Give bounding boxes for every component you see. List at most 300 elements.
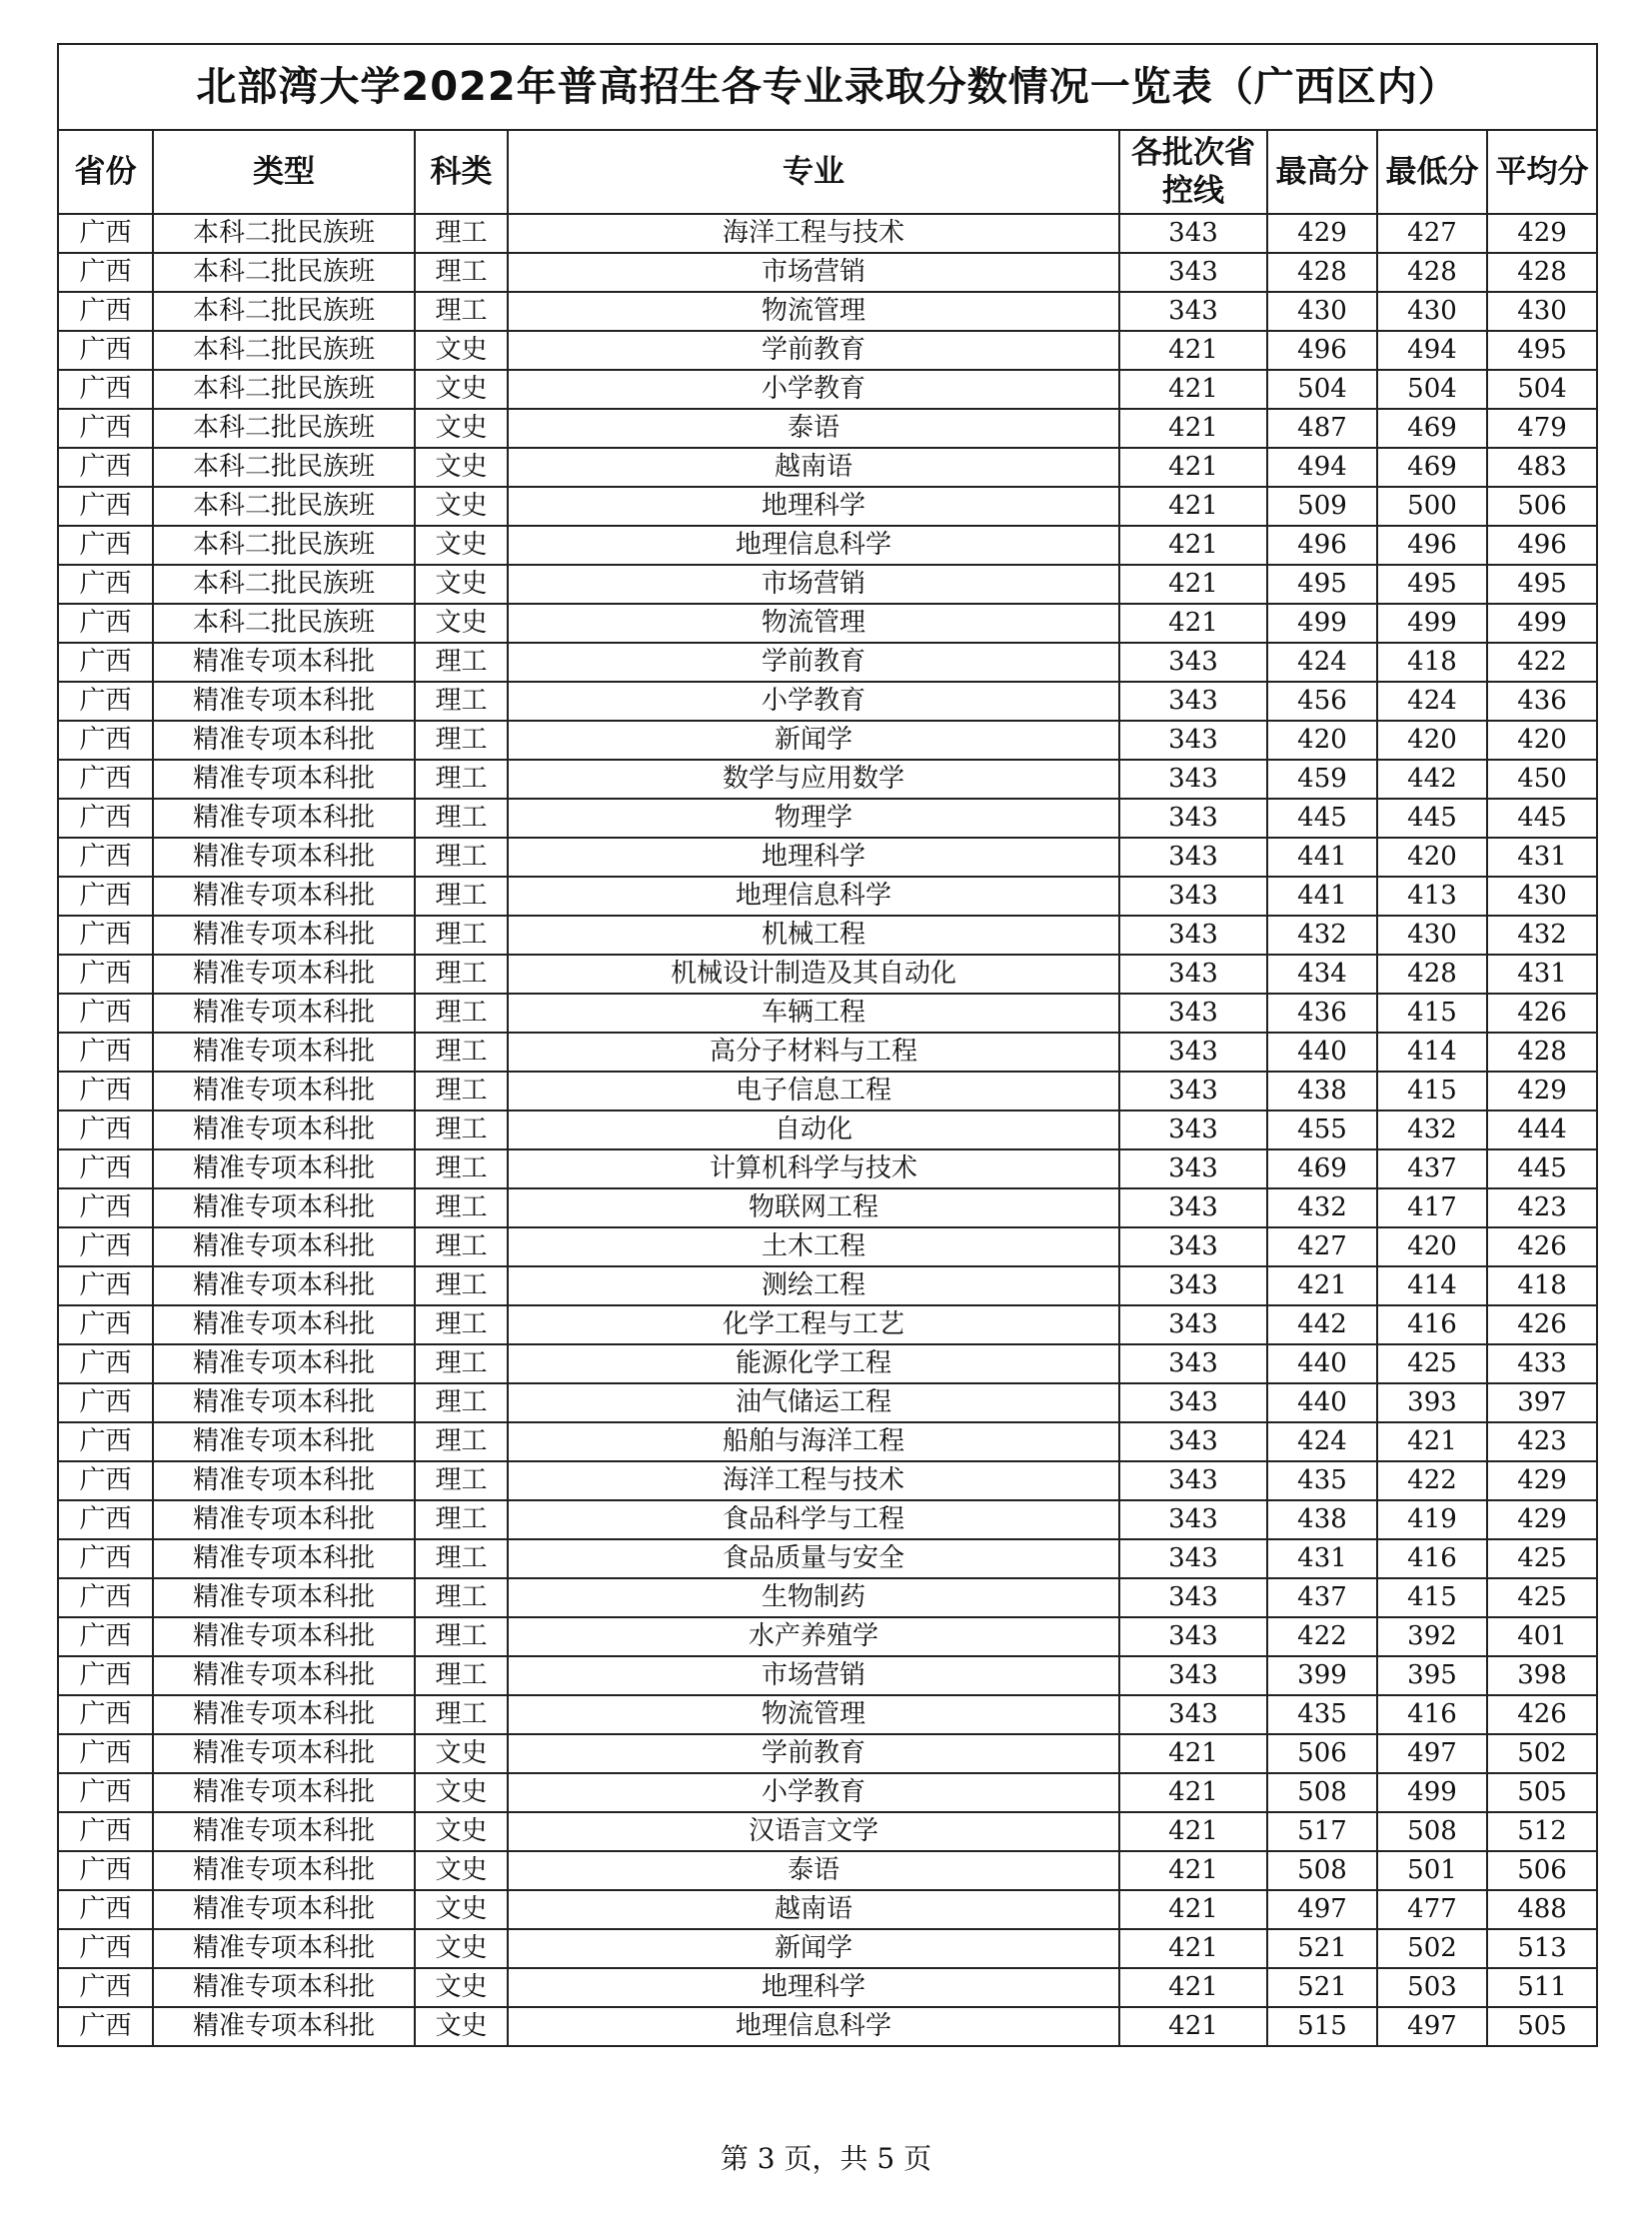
cell-min-score: 430: [1377, 292, 1487, 331]
cell-type: 精准专项本科批: [153, 1617, 415, 1656]
table-row: [58, 526, 1597, 565]
cell-type: 精准专项本科批: [153, 1383, 415, 1422]
cell-type: 本科二批民族班: [153, 253, 415, 292]
cell-max-score: 424: [1267, 1422, 1377, 1461]
cell-control-line: 421: [1119, 1851, 1267, 1890]
cell-avg-score: 430: [1487, 877, 1597, 916]
cell-max-score: 469: [1267, 1149, 1377, 1188]
cell-control-line: 343: [1119, 1033, 1267, 1072]
cell-max-score: 435: [1267, 1695, 1377, 1734]
cell-min-score: 419: [1377, 1500, 1487, 1539]
cell-province: 广西: [58, 760, 153, 799]
page-footer: 第 3 页，共 5 页: [720, 2142, 932, 2175]
cell-control-line: 343: [1119, 955, 1267, 994]
cell-max-score: 459: [1267, 760, 1377, 799]
cell-category: 文史: [415, 526, 508, 565]
cell-province: 广西: [58, 1266, 153, 1305]
cell-min-score: 416: [1377, 1539, 1487, 1578]
cell-control-line: 343: [1119, 1227, 1267, 1266]
header-type: 类型: [153, 130, 415, 214]
cell-avg-score: 502: [1487, 1734, 1597, 1773]
cell-category: 文史: [415, 370, 508, 409]
table-header-row: [58, 130, 1597, 214]
cell-major: 地理科学: [508, 487, 1119, 526]
cell-max-score: 441: [1267, 877, 1377, 916]
cell-max-score: 421: [1267, 1266, 1377, 1305]
cell-province: 广西: [58, 1734, 153, 1773]
cell-category: 理工: [415, 1461, 508, 1500]
cell-category: 文史: [415, 604, 508, 643]
cell-category: 文史: [415, 1812, 508, 1851]
table-row: [58, 409, 1597, 448]
table-row: [58, 1539, 1597, 1578]
cell-category: 理工: [415, 1305, 508, 1344]
header-avg-score: 平均分: [1487, 130, 1597, 214]
cell-province: 广西: [58, 1111, 153, 1149]
cell-avg-score: 504: [1487, 370, 1597, 409]
table-row: [58, 370, 1597, 409]
cell-max-score: 427: [1267, 1227, 1377, 1266]
table-body: [58, 214, 1597, 2046]
cell-province: 广西: [58, 292, 153, 331]
page-title: 北部湾大学2022年普高招生各专业录取分数情况一览表（广西区内）: [58, 44, 1597, 130]
cell-avg-score: 423: [1487, 1188, 1597, 1227]
cell-control-line: 343: [1119, 799, 1267, 838]
cell-control-line: 343: [1119, 1188, 1267, 1227]
cell-control-line: 421: [1119, 448, 1267, 487]
cell-control-line: 343: [1119, 214, 1267, 253]
cell-max-score: 509: [1267, 487, 1377, 526]
cell-type: 精准专项本科批: [153, 1227, 415, 1266]
cell-major: 新闻学: [508, 721, 1119, 760]
cell-category: 理工: [415, 643, 508, 682]
cell-avg-score: 430: [1487, 292, 1597, 331]
cell-max-score: 437: [1267, 1578, 1377, 1617]
table-row: [58, 877, 1597, 916]
cell-type: 精准专项本科批: [153, 1734, 415, 1773]
cell-avg-score: 428: [1487, 253, 1597, 292]
table-row: [58, 331, 1597, 370]
cell-min-score: 413: [1377, 877, 1487, 916]
cell-type: 本科二批民族班: [153, 487, 415, 526]
cell-province: 广西: [58, 1968, 153, 2007]
table-row: [58, 1695, 1597, 1734]
cell-max-score: 431: [1267, 1539, 1377, 1578]
cell-major: 数学与应用数学: [508, 760, 1119, 799]
cell-control-line: 343: [1119, 1266, 1267, 1305]
cell-category: 理工: [415, 1578, 508, 1617]
cell-major: 化学工程与工艺: [508, 1305, 1119, 1344]
cell-max-score: 424: [1267, 643, 1377, 682]
cell-min-score: 421: [1377, 1422, 1487, 1461]
cell-category: 理工: [415, 760, 508, 799]
cell-min-score: 415: [1377, 1072, 1487, 1111]
cell-province: 广西: [58, 1812, 153, 1851]
cell-avg-score: 398: [1487, 1656, 1597, 1695]
cell-control-line: 343: [1119, 1539, 1267, 1578]
cell-control-line: 343: [1119, 760, 1267, 799]
cell-avg-score: 433: [1487, 1344, 1597, 1383]
cell-type: 精准专项本科批: [153, 1111, 415, 1149]
admission-score-table: [57, 43, 1598, 2047]
cell-min-score: 417: [1377, 1188, 1487, 1227]
cell-type: 精准专项本科批: [153, 799, 415, 838]
cell-major: 物流管理: [508, 604, 1119, 643]
cell-max-score: 508: [1267, 1773, 1377, 1812]
cell-category: 理工: [415, 1617, 508, 1656]
cell-major: 物流管理: [508, 1695, 1119, 1734]
cell-major: 高分子材料与工程: [508, 1033, 1119, 1072]
cell-province: 广西: [58, 2007, 153, 2046]
cell-min-score: 393: [1377, 1383, 1487, 1422]
table-row: [58, 1812, 1597, 1851]
cell-max-score: 487: [1267, 409, 1377, 448]
cell-province: 广西: [58, 721, 153, 760]
cell-province: 广西: [58, 1149, 153, 1188]
cell-category: 理工: [415, 1383, 508, 1422]
cell-major: 水产养殖学: [508, 1617, 1119, 1656]
cell-max-score: 496: [1267, 526, 1377, 565]
cell-control-line: 343: [1119, 877, 1267, 916]
cell-min-score: 496: [1377, 526, 1487, 565]
cell-avg-score: 505: [1487, 1773, 1597, 1812]
cell-min-score: 432: [1377, 1111, 1487, 1149]
table-row: [58, 1266, 1597, 1305]
cell-min-score: 418: [1377, 643, 1487, 682]
table-row: [58, 1227, 1597, 1266]
table-row: [58, 682, 1597, 721]
table-row: [58, 955, 1597, 994]
cell-min-score: 499: [1377, 604, 1487, 643]
cell-province: 广西: [58, 1617, 153, 1656]
cell-max-score: 442: [1267, 1305, 1377, 1344]
cell-major: 市场营销: [508, 565, 1119, 604]
cell-type: 精准专项本科批: [153, 1656, 415, 1695]
cell-control-line: 421: [1119, 565, 1267, 604]
cell-province: 广西: [58, 1773, 153, 1812]
cell-min-score: 442: [1377, 760, 1487, 799]
header-control-line: 各批次省控线: [1119, 130, 1267, 214]
cell-major: 物理学: [508, 799, 1119, 838]
cell-avg-score: 488: [1487, 1890, 1597, 1929]
cell-province: 广西: [58, 1656, 153, 1695]
cell-type: 精准专项本科批: [153, 1422, 415, 1461]
cell-category: 理工: [415, 1500, 508, 1539]
cell-category: 理工: [415, 838, 508, 877]
cell-max-score: 495: [1267, 565, 1377, 604]
cell-type: 本科二批民族班: [153, 526, 415, 565]
cell-province: 广西: [58, 1188, 153, 1227]
cell-min-score: 469: [1377, 409, 1487, 448]
cell-type: 本科二批民族班: [153, 448, 415, 487]
cell-category: 文史: [415, 1968, 508, 2007]
cell-category: 理工: [415, 1033, 508, 1072]
cell-province: 广西: [58, 1500, 153, 1539]
cell-min-score: 500: [1377, 487, 1487, 526]
table-row: [58, 1578, 1597, 1617]
cell-major: 船舶与海洋工程: [508, 1422, 1119, 1461]
table-row: [58, 1500, 1597, 1539]
cell-type: 精准专项本科批: [153, 955, 415, 994]
table-row: [58, 1656, 1597, 1695]
cell-max-score: 432: [1267, 916, 1377, 955]
cell-min-score: 502: [1377, 1929, 1487, 1968]
cell-control-line: 421: [1119, 331, 1267, 370]
cell-control-line: 421: [1119, 370, 1267, 409]
table-row: [58, 565, 1597, 604]
cell-avg-score: 505: [1487, 2007, 1597, 2046]
cell-avg-score: 397: [1487, 1383, 1597, 1422]
cell-major: 计算机科学与技术: [508, 1149, 1119, 1188]
header-max-score: 最高分: [1267, 130, 1377, 214]
cell-min-score: 497: [1377, 2007, 1487, 2046]
cell-min-score: 428: [1377, 253, 1487, 292]
cell-province: 广西: [58, 1383, 153, 1422]
cell-type: 精准专项本科批: [153, 1773, 415, 1812]
cell-max-score: 420: [1267, 721, 1377, 760]
cell-type: 本科二批民族班: [153, 565, 415, 604]
cell-type: 精准专项本科批: [153, 1968, 415, 2007]
cell-major: 食品质量与安全: [508, 1539, 1119, 1578]
table-row: [58, 1344, 1597, 1383]
cell-major: 地理信息科学: [508, 2007, 1119, 2046]
cell-major: 海洋工程与技术: [508, 1461, 1119, 1500]
cell-min-score: 508: [1377, 1812, 1487, 1851]
cell-max-score: 496: [1267, 331, 1377, 370]
cell-category: 理工: [415, 1656, 508, 1695]
cell-control-line: 343: [1119, 1500, 1267, 1539]
cell-avg-score: 496: [1487, 526, 1597, 565]
cell-province: 广西: [58, 838, 153, 877]
cell-category: 理工: [415, 1111, 508, 1149]
cell-province: 广西: [58, 1695, 153, 1734]
cell-category: 理工: [415, 1344, 508, 1383]
cell-max-score: 428: [1267, 253, 1377, 292]
cell-control-line: 421: [1119, 1812, 1267, 1851]
cell-category: 理工: [415, 1072, 508, 1111]
cell-type: 精准专项本科批: [153, 1812, 415, 1851]
cell-max-score: 434: [1267, 955, 1377, 994]
cell-avg-score: 401: [1487, 1617, 1597, 1656]
cell-min-score: 501: [1377, 1851, 1487, 1890]
cell-min-score: 428: [1377, 955, 1487, 994]
cell-min-score: 424: [1377, 682, 1487, 721]
cell-max-score: 521: [1267, 1929, 1377, 1968]
cell-max-score: 506: [1267, 1734, 1377, 1773]
cell-category: 文史: [415, 1929, 508, 1968]
cell-category: 文史: [415, 2007, 508, 2046]
cell-avg-score: 420: [1487, 721, 1597, 760]
cell-control-line: 343: [1119, 1461, 1267, 1500]
cell-category: 理工: [415, 1149, 508, 1188]
cell-avg-score: 506: [1487, 1851, 1597, 1890]
table-row: [58, 838, 1597, 877]
cell-type: 精准专项本科批: [153, 1851, 415, 1890]
cell-province: 广西: [58, 1072, 153, 1111]
header-min-score: 最低分: [1377, 130, 1487, 214]
table-row: [58, 1617, 1597, 1656]
cell-type: 精准专项本科批: [153, 1929, 415, 1968]
cell-category: 理工: [415, 1266, 508, 1305]
cell-type: 精准专项本科批: [153, 721, 415, 760]
table-row: [58, 799, 1597, 838]
cell-control-line: 343: [1119, 1656, 1267, 1695]
table-row: [58, 253, 1597, 292]
cell-type: 精准专项本科批: [153, 1578, 415, 1617]
cell-province: 广西: [58, 565, 153, 604]
cell-control-line: 421: [1119, 1734, 1267, 1773]
cell-category: 理工: [415, 799, 508, 838]
cell-control-line: 343: [1119, 838, 1267, 877]
cell-province: 广西: [58, 1033, 153, 1072]
cell-province: 广西: [58, 487, 153, 526]
cell-max-score: 430: [1267, 292, 1377, 331]
cell-max-score: 508: [1267, 1851, 1377, 1890]
table-row: [58, 1188, 1597, 1227]
cell-control-line: 343: [1119, 1149, 1267, 1188]
cell-control-line: 343: [1119, 1422, 1267, 1461]
cell-province: 广西: [58, 1929, 153, 1968]
cell-category: 文史: [415, 1851, 508, 1890]
cell-min-score: 497: [1377, 1734, 1487, 1773]
cell-province: 广西: [58, 370, 153, 409]
table-row: [58, 1461, 1597, 1500]
cell-control-line: 343: [1119, 1617, 1267, 1656]
cell-max-score: 438: [1267, 1072, 1377, 1111]
cell-min-score: 414: [1377, 1033, 1487, 1072]
cell-avg-score: 436: [1487, 682, 1597, 721]
cell-max-score: 494: [1267, 448, 1377, 487]
cell-max-score: 499: [1267, 604, 1377, 643]
cell-avg-score: 506: [1487, 487, 1597, 526]
cell-control-line: 343: [1119, 682, 1267, 721]
cell-major: 地理科学: [508, 1968, 1119, 2007]
cell-max-score: 440: [1267, 1033, 1377, 1072]
cell-max-score: 438: [1267, 1500, 1377, 1539]
cell-max-score: 445: [1267, 799, 1377, 838]
cell-province: 广西: [58, 1851, 153, 1890]
cell-max-score: 515: [1267, 2007, 1377, 2046]
cell-avg-score: 513: [1487, 1929, 1597, 1968]
cell-category: 理工: [415, 682, 508, 721]
cell-major: 地理信息科学: [508, 526, 1119, 565]
table-row: [58, 604, 1597, 643]
cell-type: 本科二批民族班: [153, 604, 415, 643]
table-row: [58, 1305, 1597, 1344]
cell-major: 泰语: [508, 409, 1119, 448]
cell-type: 精准专项本科批: [153, 916, 415, 955]
cell-control-line: 343: [1119, 721, 1267, 760]
cell-province: 广西: [58, 1461, 153, 1500]
cell-category: 理工: [415, 253, 508, 292]
cell-category: 理工: [415, 1539, 508, 1578]
cell-max-score: 440: [1267, 1383, 1377, 1422]
cell-type: 精准专项本科批: [153, 1072, 415, 1111]
table-row: [58, 1383, 1597, 1422]
cell-min-score: 469: [1377, 448, 1487, 487]
cell-avg-score: 444: [1487, 1111, 1597, 1149]
cell-province: 广西: [58, 916, 153, 955]
cell-major: 油气储运工程: [508, 1383, 1119, 1422]
cell-max-score: 429: [1267, 214, 1377, 253]
table-row: [58, 643, 1597, 682]
cell-major: 越南语: [508, 1890, 1119, 1929]
cell-major: 食品科学与工程: [508, 1500, 1119, 1539]
cell-max-score: 435: [1267, 1461, 1377, 1500]
cell-min-score: 504: [1377, 370, 1487, 409]
cell-category: 文史: [415, 487, 508, 526]
cell-category: 理工: [415, 877, 508, 916]
cell-type: 精准专项本科批: [153, 838, 415, 877]
cell-control-line: 343: [1119, 253, 1267, 292]
cell-min-score: 499: [1377, 1773, 1487, 1812]
cell-min-score: 416: [1377, 1695, 1487, 1734]
cell-province: 广西: [58, 955, 153, 994]
cell-major: 生物制药: [508, 1578, 1119, 1617]
table-row: [58, 2007, 1597, 2046]
cell-avg-score: 483: [1487, 448, 1597, 487]
cell-type: 本科二批民族班: [153, 331, 415, 370]
cell-avg-score: 429: [1487, 1500, 1597, 1539]
cell-major: 物流管理: [508, 292, 1119, 331]
cell-min-score: 415: [1377, 994, 1487, 1033]
cell-control-line: 421: [1119, 409, 1267, 448]
cell-control-line: 343: [1119, 994, 1267, 1033]
cell-avg-score: 450: [1487, 760, 1597, 799]
cell-avg-score: 431: [1487, 955, 1597, 994]
table-row: [58, 1149, 1597, 1188]
cell-type: 精准专项本科批: [153, 2007, 415, 2046]
cell-type: 本科二批民族班: [153, 292, 415, 331]
header-province: 省份: [58, 130, 153, 214]
cell-min-score: 495: [1377, 565, 1487, 604]
cell-major: 小学教育: [508, 682, 1119, 721]
cell-type: 精准专项本科批: [153, 1033, 415, 1072]
cell-max-score: 432: [1267, 1188, 1377, 1227]
cell-min-score: 392: [1377, 1617, 1487, 1656]
cell-avg-score: 422: [1487, 643, 1597, 682]
cell-province: 广西: [58, 877, 153, 916]
cell-province: 广西: [58, 1890, 153, 1929]
header-major: 专业: [508, 130, 1119, 214]
table-row: [58, 1890, 1597, 1929]
cell-control-line: 343: [1119, 916, 1267, 955]
cell-category: 文史: [415, 448, 508, 487]
cell-major: 学前教育: [508, 1734, 1119, 1773]
cell-type: 本科二批民族班: [153, 214, 415, 253]
cell-major: 市场营销: [508, 253, 1119, 292]
cell-min-score: 430: [1377, 916, 1487, 955]
cell-category: 理工: [415, 292, 508, 331]
cell-major: 自动化: [508, 1111, 1119, 1149]
cell-avg-score: 426: [1487, 1695, 1597, 1734]
cell-avg-score: 499: [1487, 604, 1597, 643]
cell-min-score: 420: [1377, 721, 1487, 760]
cell-category: 文史: [415, 331, 508, 370]
cell-min-score: 503: [1377, 1968, 1487, 2007]
cell-avg-score: 495: [1487, 565, 1597, 604]
cell-province: 广西: [58, 1422, 153, 1461]
cell-province: 广西: [58, 1305, 153, 1344]
table-row: [58, 448, 1597, 487]
cell-max-score: 456: [1267, 682, 1377, 721]
cell-avg-score: 479: [1487, 409, 1597, 448]
cell-type: 精准专项本科批: [153, 643, 415, 682]
cell-max-score: 441: [1267, 838, 1377, 877]
cell-type: 精准专项本科批: [153, 1344, 415, 1383]
cell-province: 广西: [58, 409, 153, 448]
cell-major: 机械工程: [508, 916, 1119, 955]
